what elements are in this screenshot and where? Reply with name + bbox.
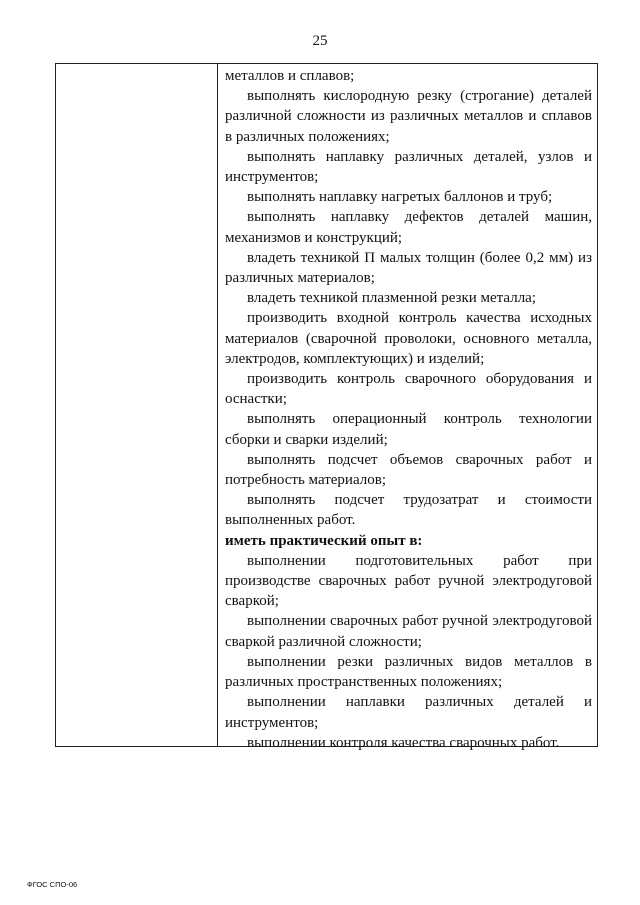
experience-item: выполнении наплавки различных деталей и инструментов; (225, 694, 592, 731)
experience-item: выполнении сварочных работ ручной электродуговой сваркой различной сложности; (225, 613, 592, 650)
experience-item: выполнении резки различных видов металлов в различных пространственных положениях; (225, 653, 592, 691)
experience-item: выполнении подготовительных работ при производстве сварочных работ ручной электродуговой сваркой; (225, 552, 592, 610)
skill-item: владеть техникой П малых толщин (более 0,2 мм) из различных материалов; (225, 249, 592, 287)
column-divider (217, 64, 218, 746)
continuation-text: металлов и сплавов; (225, 68, 355, 84)
document-footer: ФГОС СПО-06 (27, 880, 78, 889)
competency-table (55, 63, 598, 751)
experience-item: выполнении контроля качества сварочных работ. (247, 734, 560, 751)
skill-item: выполнять наплавку дефектов деталей машин, механизмов и конструкций; (225, 209, 592, 246)
skill-item: производить входной контроль качества исходных материалов (сварочной проволоки, основного металла, электродов, комплектующих) и изделий; (225, 310, 592, 367)
skills-cell (225, 66, 592, 753)
skill-item: выполнять наплавку различных деталей, узлов и инструментов; (225, 148, 592, 186)
experience-heading: иметь практический опыт в: (225, 532, 423, 549)
page-number: 25 (312, 33, 328, 49)
skill-item: выполнять подсчет трудозатрат и стоимости выполненных работ. (225, 492, 592, 529)
skill-item: производить контроль сварочного оборудования и оснастки; (225, 371, 592, 408)
skill-item: выполнять подсчет объемов сварочных работ и потребность материалов; (225, 451, 592, 489)
skill-item: выполнять операционный контроль технологии сборки и сварки изделий; (225, 411, 592, 448)
skill-item: владеть техникой плазменной резки металла; (247, 290, 537, 307)
skill-item: выполнять наплавку нагретых баллонов и труб; (247, 189, 553, 206)
skill-item: выполнять кислородную резку (строгание) деталей различной сложности из различных металлов и сплавов в различных положениях; (225, 88, 592, 145)
